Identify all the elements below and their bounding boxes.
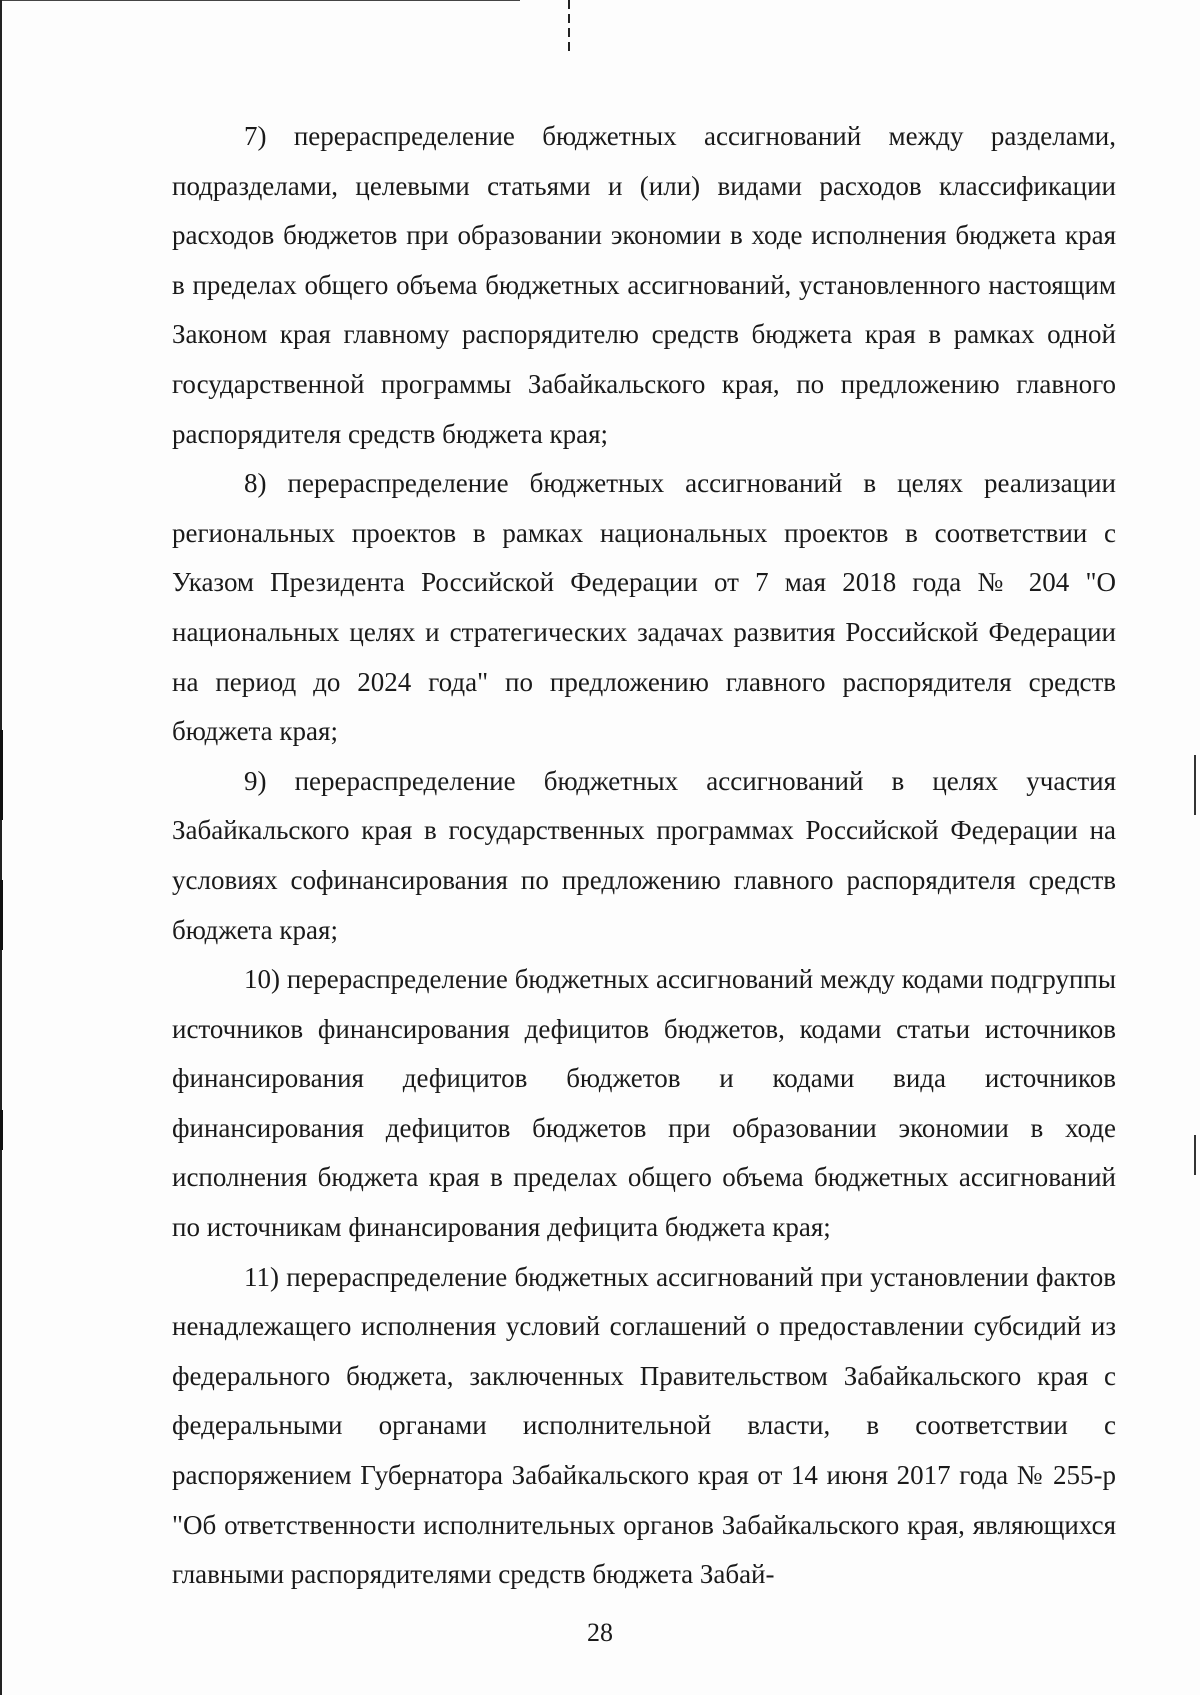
scan-edge-mark [0, 880, 3, 950]
scan-edge-mark [1194, 755, 1196, 815]
scan-edge-mark [0, 1110, 3, 1150]
scan-edge-mark [1194, 1135, 1196, 1175]
paragraph-item-9: 9) перераспределение бюджетных ассигнований в целях участия Забайкальского края в государственных программах Российской Федерации на условиях софинансирования по предложению главного распорядителя средств бюджета края; [172, 765, 1116, 945]
scan-edge-left [0, 0, 2, 1695]
paragraph-item-11: 11) перераспределение бюджетных ассигнований при установлении фактов ненадлежащего исполнения условий соглашений о предоставлении субсидий из федерального бюджета, заключенных Правительством Забайкальского края с федеральными органами исполнительной власти, в соответствии с распоряжением Губернатора Забайкальского края от 14 июня 2017 года № 255-р "Об ответственности исполнительных органов Забайкальского края, являющихся главными распорядителями средств бюджета Забай- [172, 1261, 1116, 1590]
scan-edge-top [0, 0, 520, 1]
scan-edge-mark [0, 730, 3, 820]
paragraph-item-10: 10) перераспределение бюджетных ассигнований между кодами подгруппы источников финансирования дефицитов бюджетов, кодами статьи источников финансирования дефицитов бюджетов и кодами вида источников финансирования дефицитов бюджетов при образовании экономии в ходе исполнения бюджета края в пределах общего объема бюджетных ассигнований по источникам финансирования дефицита бюджета края; [172, 964, 1116, 1243]
page-number: 28 [587, 1618, 613, 1647]
document-body [172, 112, 1116, 1600]
scan-fold-mark [568, 0, 570, 52]
paragraph-item-7: 7) перераспределение бюджетных ассигнований между разделами, подразделами, целевыми статьями и (или) видами расходов классификации расходов бюджетов при образовании экономии в ходе исполнения бюджета края в пределах общего объема бюджетных ассигнований, установленного настоящим Законом края главному распорядителю средств бюджета края в рамках одной государственной программы Забайкальского края, по предложению главного распорядителя средств бюджета края; [172, 121, 1116, 449]
paragraph-item-8: 8) перераспределение бюджетных ассигнований в целях реализации региональных проектов в рамках национальных проектов в соответствии с Указом Президента Российской Федерации от 7 мая 2018 года № 204 "О национальных целях и стратегических задачах развития Российской Федерации на период до 2024 года" по предложению главного распорядителя средств бюджета края; [172, 468, 1116, 747]
